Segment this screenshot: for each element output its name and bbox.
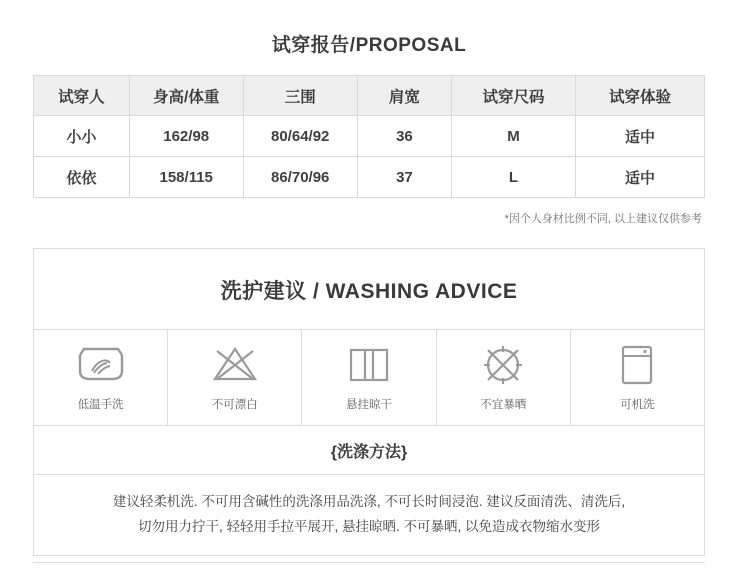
header-cell-shoulder: 肩宽 [357, 76, 451, 116]
care-label-no-bleach: 不可漂白 [211, 399, 258, 411]
header-cell-measurements: 三围 [243, 76, 357, 116]
hand-wash-icon [74, 343, 128, 387]
header-cell-experience: 试穿体验 [575, 76, 704, 116]
method-line-2: 切勿用力拧干, 轻轻用手拉平展开, 悬挂晾晒. 不可暴晒, 以免造成衣物缩水变形 [137, 519, 600, 534]
no-bleach-icon [211, 343, 259, 387]
washing-method-body [34, 475, 704, 555]
care-item-hand-wash [34, 330, 168, 426]
header-cell-size: 试穿尺码 [452, 76, 576, 116]
cell-height-weight: 158/115 [129, 157, 243, 198]
table-row [34, 116, 705, 157]
cell-experience: 适中 [575, 157, 704, 198]
care-item-no-sun [437, 330, 571, 426]
care-item-machine-wash [571, 330, 704, 426]
washing-advice-title: 洗护建议 / WASHING ADVICE [34, 249, 704, 330]
cell-tester: 小小 [34, 116, 130, 157]
cell-measurements: 80/64/92 [243, 116, 357, 157]
cell-height-weight: 162/98 [129, 116, 243, 157]
care-label-machine-wash: 可机洗 [620, 399, 655, 411]
bottom-divider [33, 562, 705, 563]
header-cell-tester: 试穿人 [34, 76, 130, 116]
cell-size: M [452, 116, 576, 157]
fit-report-table [33, 75, 705, 198]
washing-method-block [33, 426, 705, 556]
care-item-hang-dry [302, 330, 436, 426]
no-sun-icon [481, 343, 525, 387]
care-icon-row [34, 330, 704, 426]
hang-dry-icon [346, 343, 392, 387]
fit-report-table-wrap [0, 75, 738, 198]
table-row [34, 157, 705, 198]
washing-advice-block [33, 248, 705, 426]
cell-shoulder: 36 [357, 116, 451, 157]
care-label-no-sun: 不宜暴晒 [480, 399, 527, 411]
care-label-hand-wash: 低温手洗 [77, 399, 124, 411]
cell-shoulder: 37 [357, 157, 451, 198]
page-title: 试穿报告/PROPOSAL [271, 35, 467, 56]
care-label-hang-dry: 悬挂晾干 [346, 399, 392, 411]
washing-method-title: {洗涤方法} [34, 426, 704, 475]
table-head [34, 76, 705, 116]
cell-measurements: 86/70/96 [243, 157, 357, 198]
disclaimer-note: *因个人身材比例不同, 以上建议仅供参考 [504, 213, 702, 225]
cell-experience: 适中 [575, 116, 704, 157]
table-header-row [34, 76, 705, 116]
care-item-no-bleach [168, 330, 302, 426]
table-body [34, 116, 705, 198]
cell-tester: 依依 [34, 157, 130, 198]
machine-wash-icon [618, 343, 656, 387]
header-cell-height-weight: 身高/体重 [129, 76, 243, 116]
cell-size: L [452, 157, 576, 198]
method-line-1: 建议轻柔机洗. 不可用含碱性的洗涤用品洗涤, 不可长时间浸泡. 建议反面清洗、清洗后, [112, 494, 626, 509]
